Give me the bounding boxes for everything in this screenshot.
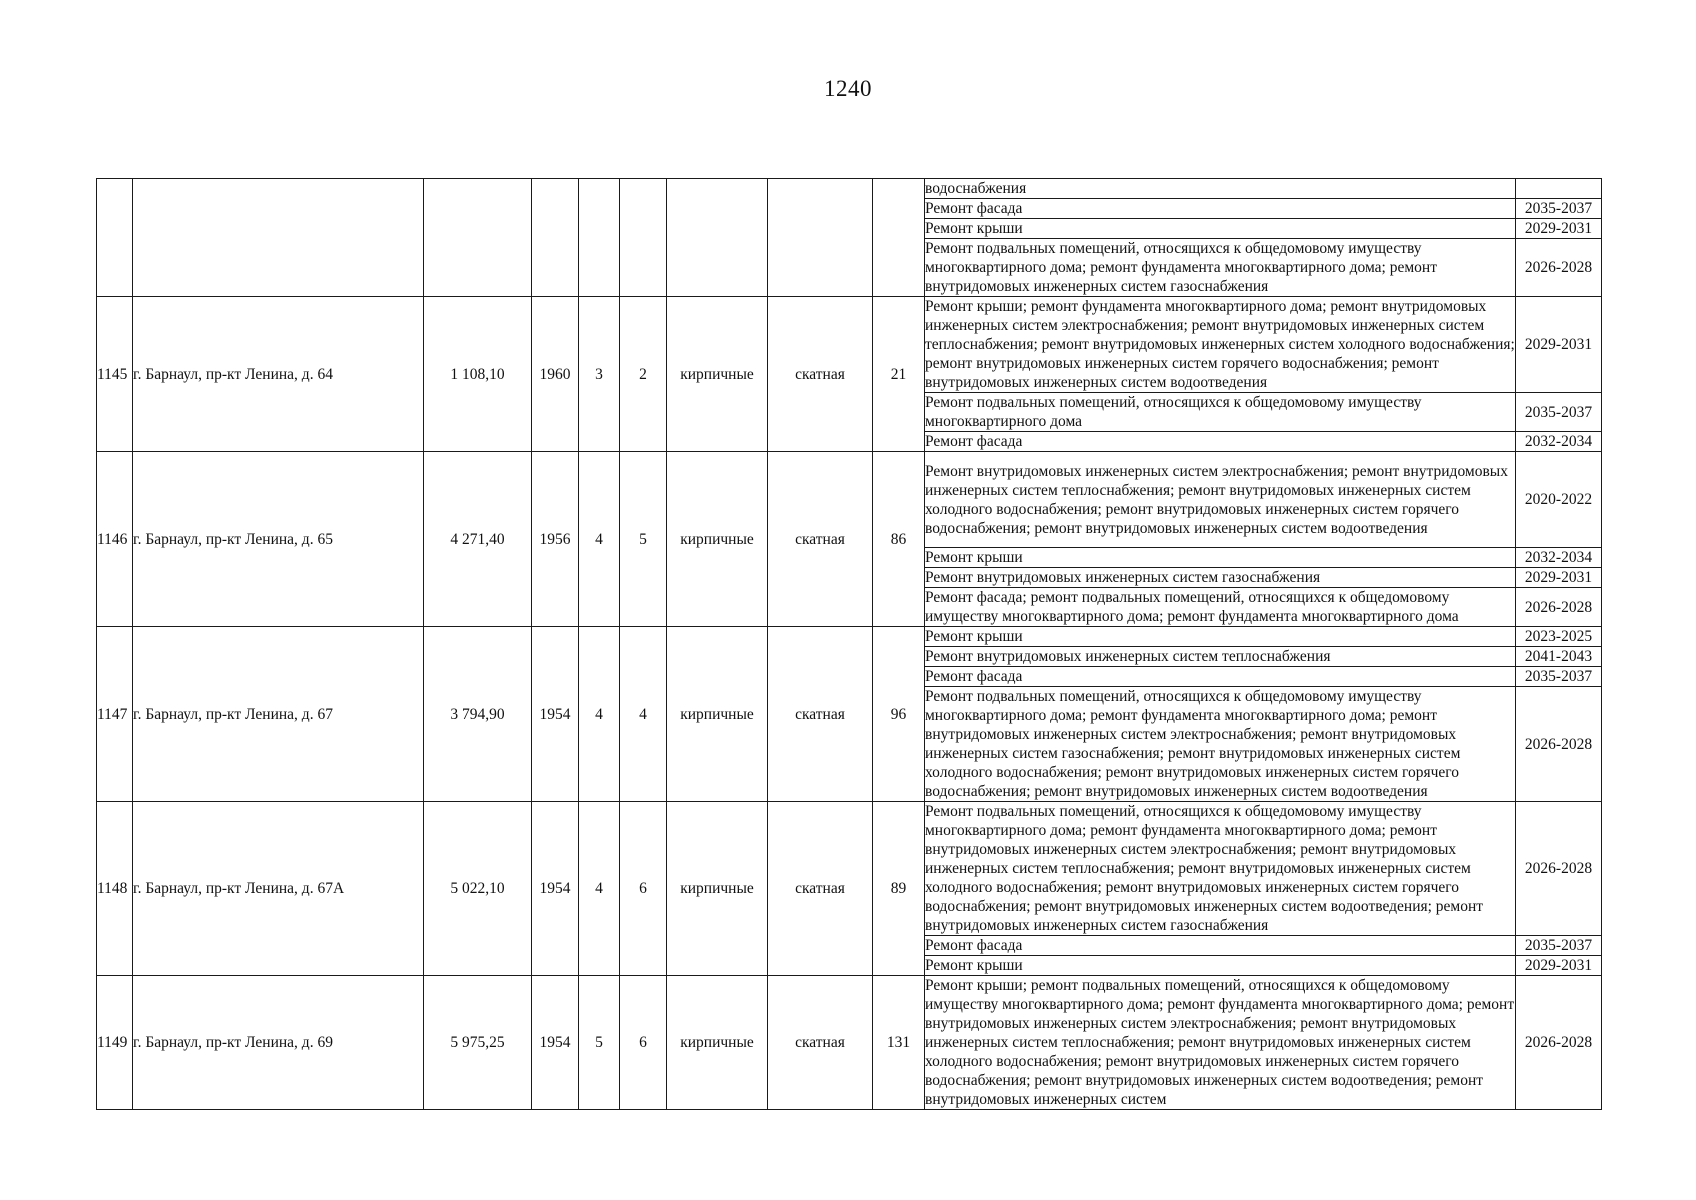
repair-period: 2029-2031 [1516,297,1602,393]
table-row [97,627,1602,647]
table-row [97,802,1602,936]
work-type: Ремонт внутридомовых инженерных систем газоснабжения [925,568,1516,588]
roof-type: скатная [768,297,873,452]
row-number: 1145 [97,297,133,452]
capital-repair-table [96,178,1602,1110]
repair-period: 2026-2028 [1516,239,1602,297]
floors: 3 [579,297,620,452]
repair-period [1516,179,1602,199]
floors: 4 [579,452,620,627]
table-row [97,452,1602,548]
work-type: Ремонт подвальных помещений, относящихся к общедомовому имуществу многоквартирного дома; ремонт фундамента многоквартирного дома; ремонт внутридомовых инженерных систем электроснабжения; ремонт внутридомовых инженерных систем газоснабжения; ремонт внутридомовых инженерных систем холодного водоснабжения; ремонт внутридомовых инженерных систем горячего водоснабжения; ремонт внутридомовых инженерных систем водоотведения [925,687,1516,802]
floors-cell [579,179,620,297]
work-type: Ремонт крыши; ремонт подвальных помещений, относящихся к общедомовому имуществу многоквартирного дома; ремонт фундамента многоквартирного дома; ремонт внутридомовых инженерных систем электроснабжения; ремонт внутридомовых инженерных систем теплоснабжения; ремонт внутридомовых инженерных систем холодного водоснабжения; ремонт внутридомовых инженерных систем горячего водоснабжения; ремонт внутридомовых инженерных систем водоотведения; ремонт внутридомовых инженерных систем [925,977,1515,1108]
area: 5 975,25 [424,976,532,1110]
work-type: Ремонт подвальных помещений, относящихся к общедомовому имуществу многоквартирного дома; ремонт фундамента многоквартирного дома; ремонт внутридомовых инженерных систем электроснабжения; ремонт внутридомовых инженерных систем теплоснабжения; ремонт внутридомовых инженерных систем холодного водоснабжения; ремонт внутридомовых инженерных систем горячего водоснабжения; ремонт внутридомовых инженерных систем водоотведения; ремонт внутридомовых инженерных систем газоснабжения [925,802,1516,936]
work-type: Ремонт внутридомовых инженерных систем теплоснабжения [925,647,1516,667]
repair-period: 2035-2037 [1516,393,1602,432]
repair-period: 2026-2028 [1516,976,1602,1110]
row-number: 1149 [97,976,133,1110]
repair-period: 2032-2034 [1516,548,1602,568]
residents: 89 [873,802,925,976]
work-type: Ремонт фасада [925,667,1516,687]
area: 1 108,10 [424,297,532,452]
year: 1960 [532,297,579,452]
row-number-cell [97,179,133,297]
residents: 86 [873,452,925,627]
area: 5 022,10 [424,802,532,976]
work-type: Ремонт фасада [925,936,1516,956]
floors: 4 [579,627,620,802]
work-type: Ремонт фасада [925,199,1516,219]
residents: 131 [873,976,925,1110]
wall-material: кирпичные [667,802,768,976]
work-type: Ремонт подвальных помещений, относящихся к общедомовому имуществу многоквартирного дома [925,393,1516,432]
repair-period: 2029-2031 [1516,956,1602,976]
roof-type: скатная [768,627,873,802]
year: 1954 [532,802,579,976]
roof-type: скатная [768,802,873,976]
address-cell [133,179,424,297]
repair-period: 2041-2043 [1516,647,1602,667]
entrances: 6 [620,802,667,976]
row-number: 1147 [97,627,133,802]
entrances: 5 [620,452,667,627]
address: г. Барнаул, пр-кт Ленина, д. 65 [133,452,424,627]
work-type: водоснабжения [925,179,1516,199]
year: 1954 [532,627,579,802]
work-type: Ремонт внутридомовых инженерных систем электроснабжения; ремонт внутридомовых инженерных систем теплоснабжения; ремонт внутридомовых инженерных систем холодного водоснабжения; ремонт внутридомовых инженерных систем горячего водоснабжения; ремонт внутридомовых инженерных систем водоотведения [925,452,1516,548]
residents: 21 [873,297,925,452]
year: 1954 [532,976,579,1110]
floors: 5 [579,976,620,1110]
address: г. Барнаул, пр-кт Ленина, д. 67А [133,802,424,976]
roof-type-cell [768,179,873,297]
table-row [97,179,1602,199]
wall-material: кирпичные [667,297,768,452]
address: г. Барнаул, пр-кт Ленина, д. 67 [133,627,424,802]
work-type: Ремонт фасада; ремонт подвальных помещений, относящихся к общедомовому имуществу многоквартирного дома; ремонт фундамента многоквартирного дома [925,588,1516,627]
entrances: 4 [620,627,667,802]
roof-type: скатная [768,976,873,1110]
table-row [97,297,1602,393]
area: 3 794,90 [424,627,532,802]
repair-period: 2035-2037 [1516,667,1602,687]
wall-material: кирпичные [667,452,768,627]
area: 4 271,40 [424,452,532,627]
repair-period: 2026-2028 [1516,802,1602,936]
row-number: 1146 [97,452,133,627]
repair-period: 2020-2022 [1516,452,1602,548]
year: 1956 [532,452,579,627]
area-cell [424,179,532,297]
work-type: Ремонт крыши [925,548,1516,568]
repair-period: 2032-2034 [1516,432,1602,452]
repair-period: 2023-2025 [1516,627,1602,647]
repair-period: 2026-2028 [1516,687,1602,802]
floors: 4 [579,802,620,976]
roof-type: скатная [768,452,873,627]
wall-material-cell [667,179,768,297]
page-number: 1240 [824,76,872,101]
address: г. Барнаул, пр-кт Ленина, д. 69 [133,976,424,1110]
entrances: 2 [620,297,667,452]
work-type: Ремонт фасада [925,432,1516,452]
work-type: Ремонт крыши [925,956,1516,976]
repair-period: 2029-2031 [1516,568,1602,588]
repair-period: 2035-2037 [1516,199,1602,219]
repair-period: 2026-2028 [1516,588,1602,627]
entrances: 6 [620,976,667,1110]
work-type: Ремонт подвальных помещений, относящихся к общедомовому имуществу многоквартирного дома; ремонт фундамента многоквартирного дома; ремонт внутридомовых инженерных систем газоснабжения [925,239,1516,297]
repair-period: 2035-2037 [1516,936,1602,956]
work-type: Ремонт крыши; ремонт фундамента многоквартирного дома; ремонт внутридомовых инженерных систем электроснабжения; ремонт внутридомовых инженерных систем теплоснабжения; ремонт внутридомовых инженерных систем холодного водоснабжения; ремонт внутридомовых инженерных систем горячего водоснабжения; ремонт внутридомовых инженерных систем водоотведения [925,298,1515,391]
work-type: Ремонт крыши [925,219,1516,239]
work-type: Ремонт крыши [925,627,1516,647]
wall-material: кирпичные [667,627,768,802]
table-row [97,976,1602,1110]
residents: 96 [873,627,925,802]
address: г. Барнаул, пр-кт Ленина, д. 64 [133,297,424,452]
row-number: 1148 [97,802,133,976]
year-cell [532,179,579,297]
entrances-cell [620,179,667,297]
residents-cell [873,179,925,297]
repair-period: 2029-2031 [1516,219,1602,239]
wall-material: кирпичные [667,976,768,1110]
